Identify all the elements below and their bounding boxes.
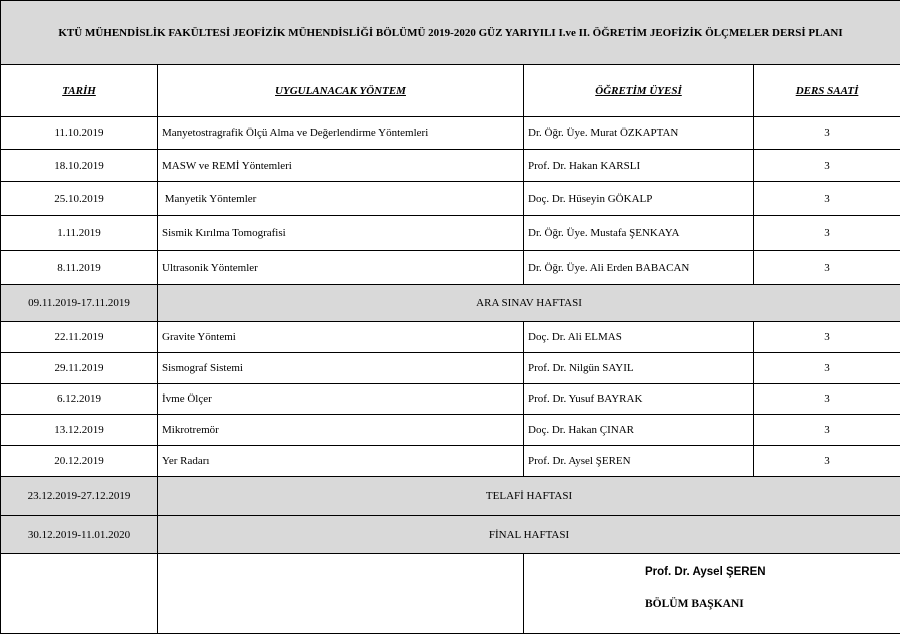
instructor-cell: Dr. Öğr. Üye. Ali Erden BABACAN	[524, 251, 754, 285]
method-cell: Sismograf Sistemi	[158, 353, 524, 384]
hours-cell: 3	[754, 251, 900, 285]
date-cell: 20.12.2019	[1, 446, 158, 477]
method-cell: İvme Ölçer	[158, 384, 524, 415]
table-row	[1, 150, 900, 182]
signature-role: BÖLÜM BAŞKANI	[645, 598, 785, 610]
signature-name: Prof. Dr. Aysel ŞEREN	[645, 566, 785, 578]
table-row-break	[1, 516, 900, 554]
table-row	[1, 117, 900, 150]
document-title: KTÜ MÜHENDİSLİK FAKÜLTESİ JEOFİZİK MÜHENDİSLİĞİ BÖLÜMÜ 2019-2020 GÜZ YARIYILI I.ve II. ÖĞRETİM JEOFİZİK ÖLÇMELER DERSİ PLANI	[1, 1, 900, 65]
signature-blank-cell	[158, 554, 524, 634]
table-row	[1, 415, 900, 446]
hours-cell: 3	[754, 446, 900, 477]
date-cell: 1.11.2019	[1, 216, 158, 251]
table-row	[1, 182, 900, 216]
date-cell: 25.10.2019	[1, 182, 158, 216]
instructor-cell: Prof. Dr. Nilgün SAYIL	[524, 353, 754, 384]
date-cell: 18.10.2019	[1, 150, 158, 182]
instructor-cell: Doç. Dr. Hakan ÇINAR	[524, 415, 754, 446]
hours-cell: 3	[754, 415, 900, 446]
table-row	[1, 216, 900, 251]
header-method: UYGULANACAK YÖNTEM	[158, 65, 524, 117]
method-cell: Ultrasonik Yöntemler	[158, 251, 524, 285]
method-cell: Gravite Yöntemi	[158, 322, 524, 353]
title-row	[1, 1, 900, 65]
date-cell: 11.10.2019	[1, 117, 158, 150]
signature-blank-cell	[1, 554, 158, 634]
table-row-break	[1, 477, 900, 516]
instructor-cell: Prof. Dr. Yusuf BAYRAK	[524, 384, 754, 415]
instructor-cell: Doç. Dr. Hüseyin GÖKALP	[524, 182, 754, 216]
method-cell: Manyetik Yöntemler	[158, 182, 524, 216]
hours-cell: 3	[754, 384, 900, 415]
table-row	[1, 322, 900, 353]
date-cell: 23.12.2019-27.12.2019	[1, 477, 158, 516]
instructor-cell: Prof. Dr. Aysel ŞEREN	[524, 446, 754, 477]
header-date: TARİH	[1, 65, 158, 117]
hours-cell: 3	[754, 182, 900, 216]
table-row	[1, 384, 900, 415]
header-hours: DERS SAATİ	[754, 65, 900, 117]
header-instructor: ÖĞRETİM ÜYESİ	[524, 65, 754, 117]
date-cell: 09.11.2019-17.11.2019	[1, 285, 158, 322]
method-cell: Manyetostragrafik Ölçü Alma ve Değerlendirme Yöntemleri	[158, 117, 524, 150]
method-cell: Mikrotremör	[158, 415, 524, 446]
table-row-break	[1, 285, 900, 322]
break-label: TELAFİ HAFTASI	[158, 477, 900, 516]
hours-cell: 3	[754, 216, 900, 251]
date-cell: 29.11.2019	[1, 353, 158, 384]
method-cell: Yer Radarı	[158, 446, 524, 477]
table-row	[1, 353, 900, 384]
table-row	[1, 446, 900, 477]
break-label: FİNAL HAFTASI	[158, 516, 900, 554]
table-row	[1, 251, 900, 285]
header-row	[1, 65, 900, 117]
date-cell: 13.12.2019	[1, 415, 158, 446]
date-cell: 22.11.2019	[1, 322, 158, 353]
date-cell: 8.11.2019	[1, 251, 158, 285]
instructor-cell: Prof. Dr. Hakan KARSLI	[524, 150, 754, 182]
method-cell: Sismik Kırılma Tomografisi	[158, 216, 524, 251]
date-cell: 30.12.2019-11.01.2020	[1, 516, 158, 554]
break-label: ARA SINAV HAFTASI	[158, 285, 900, 322]
hours-cell: 3	[754, 117, 900, 150]
instructor-cell: Doç. Dr. Ali ELMAS	[524, 322, 754, 353]
method-cell: MASW ve REMİ Yöntemleri	[158, 150, 524, 182]
hours-cell: 3	[754, 150, 900, 182]
instructor-cell: Dr. Öğr. Üye. Murat ÖZKAPTAN	[524, 117, 754, 150]
date-cell: 6.12.2019	[1, 384, 158, 415]
hours-cell: 3	[754, 322, 900, 353]
hours-cell: 3	[754, 353, 900, 384]
instructor-cell: Dr. Öğr. Üye. Mustafa ŞENKAYA	[524, 216, 754, 251]
